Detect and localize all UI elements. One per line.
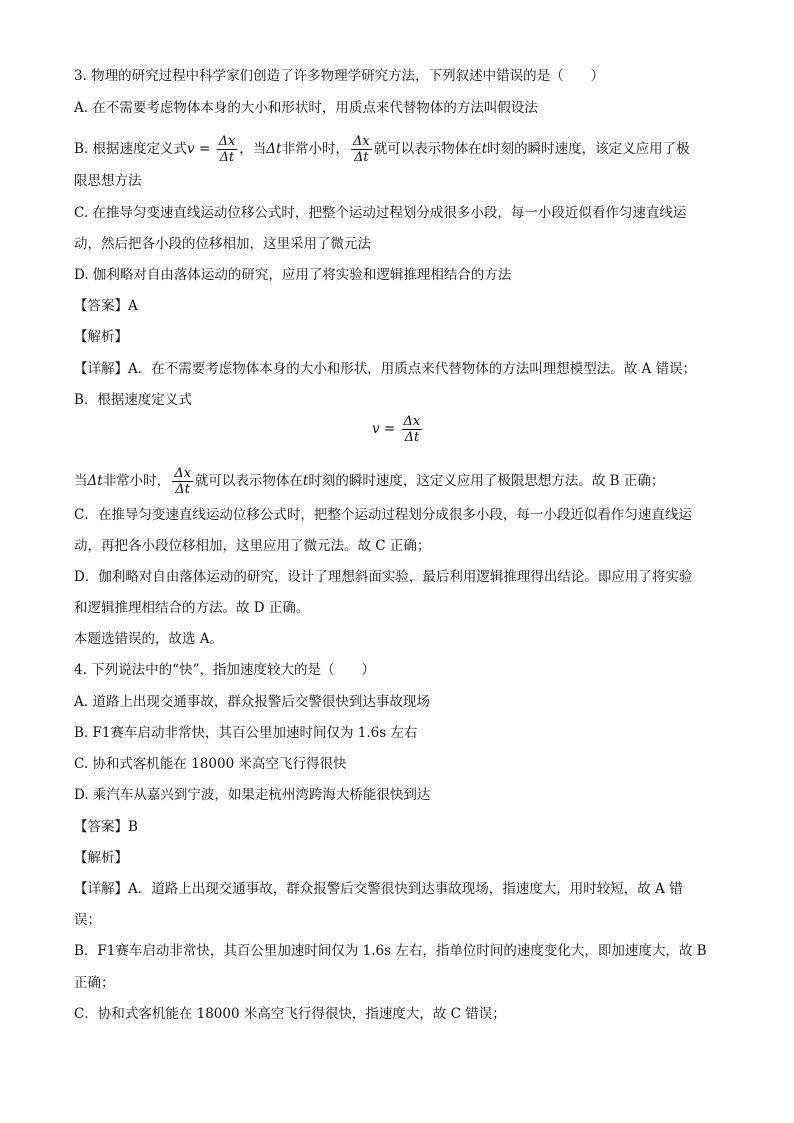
formula-equals: =	[194, 141, 215, 157]
q3-detail-b-line1: B．根据速度定义式	[74, 392, 192, 408]
q4-option-c: C. 协和式客机能在 18000 米高空飞行得很快	[74, 756, 347, 772]
q4-analysis-heading: 【解析】	[74, 850, 128, 866]
q3-option-d: D. 伽利略对自由落体运动的研究，应用了将实验和逻辑推理相结合的方法	[74, 267, 512, 283]
fraction-dx-dt	[351, 134, 372, 165]
q4-stem: 4. 下列说法中的“快”，指加速度较大的是（ ）	[74, 662, 375, 678]
q4-detail-a-line2: 误；	[74, 912, 101, 928]
q3-option-b-text: 非常小时，	[281, 141, 349, 157]
q3-detail-d-line2: 和逻辑推理相结合的方法。故 D 正确。	[74, 600, 310, 616]
q3-detail-d-line1: D．伽利略对自由落体运动的研究，设计了理想斜面实验，最后利用逻辑推理得出结论。即应用了将实验	[74, 569, 693, 585]
delta-t: Δt	[87, 473, 103, 489]
q3-conclusion: 本题选错误的，故选 A。	[74, 631, 224, 647]
q3-option-a: A. 在不需要考虑物体本身的大小和形状时，用质点来代替物体的方法叫假设法	[74, 100, 538, 116]
q3-option-b-text: 就可以表示物体在	[373, 141, 482, 157]
formula-equals: =	[379, 421, 400, 437]
fraction-numerator: Δx	[218, 134, 236, 149]
q3-option-c-line2: 动，然后把各小段的位移相加，这里采用了微元法	[74, 236, 371, 252]
fraction-denominator: Δt	[175, 482, 190, 497]
q3-detail-b-line2	[74, 466, 724, 497]
q3-detail-c-line2: 动，再把各小段位移相加，这里应用了微元法。故 C 正确；	[74, 538, 431, 554]
q4-detail-b-line1: B．F1赛车启动非常快，其百公里加速时间仅为 1.6s 左右，指单位时间的速度变化大，即加速度大，故 B	[74, 943, 707, 959]
q3-option-b-text: ，当	[239, 141, 267, 157]
q3-answer: 【答案】A	[74, 298, 138, 314]
q4-option-d: D. 乘汽车从嘉兴到宁波，如果走杭州湾跨海大桥能很快到达	[74, 787, 431, 803]
q3-analysis-heading: 【解析】	[74, 329, 128, 345]
q4-detail-b-line2: 正确；	[74, 975, 115, 991]
q3-stem: 3. 物理的研究过程中科学家们创造了许多物理学研究方法，下列叙述中错误的是（ ）	[74, 68, 605, 84]
time-t: t	[302, 473, 309, 489]
delta-t: Δt	[266, 141, 282, 157]
q3-option-b-line2: 限思想方法	[74, 173, 142, 189]
q4-option-a: A. 道路上出现交通事故，群众报警后交警很快到达事故现场	[74, 694, 430, 710]
text: 时刻的瞬时速度，这定义应用了极限思想方法。故 B 正确；	[308, 473, 665, 489]
q3-option-c-line1: C. 在推导匀变速直线运动位移公式时，把整个运动过程划分成很多小段，每一小段近似看作匀速直线运	[74, 205, 687, 221]
formula-v: v	[187, 141, 195, 157]
fraction-denominator: Δt	[354, 150, 369, 165]
fraction-dx-dt	[402, 414, 423, 445]
fraction-dx-dt	[172, 466, 193, 497]
q3-option-b-text: 时刻的瞬时速度，该定义应用了极	[487, 141, 690, 157]
q3-option-b-prefix: B. 根据速度定义式	[74, 141, 188, 157]
text: 就可以表示物体在	[194, 473, 303, 489]
fraction-dx-dt	[217, 134, 238, 165]
fraction-denominator: Δt	[404, 430, 420, 445]
q4-answer: 【答案】B	[74, 819, 138, 835]
text: 非常小时，	[102, 473, 171, 489]
q4-detail-a-line1: 【详解】A．道路上出现交通事故，群众报警后交警很快到达事故现场，指速度大，用时较短，故 A 错	[74, 881, 683, 897]
fraction-numerator: Δx	[352, 134, 370, 149]
q4-detail-c: C．协和式客机能在 18000 米高空飞行得很快，指速度大，故 C 错误；	[74, 1006, 506, 1022]
time-t: t	[481, 141, 488, 157]
fraction-numerator: Δx	[174, 466, 191, 481]
text: 当	[74, 473, 88, 489]
q3-detail-c-line1: C．在推导匀变速直线运动位移公式时，把整个运动过程划分成很多小段，每一小段近似看作匀速直线运	[74, 507, 692, 523]
fraction-numerator: Δx	[403, 414, 421, 429]
centered-formula	[372, 414, 424, 445]
q3-option-b-line1	[74, 134, 724, 165]
q3-detail-a: 【详解】A．在不需要考虑物体本身的大小和形状，用质点来代替物体的方法叫理想模型法。故 A 错误；	[74, 361, 697, 377]
formula-v: v	[372, 421, 380, 437]
q4-option-b: B. F1赛车启动非常快，其百公里加速时间仅为 1.6s 左右	[74, 725, 418, 741]
fraction-denominator: Δt	[219, 150, 235, 165]
